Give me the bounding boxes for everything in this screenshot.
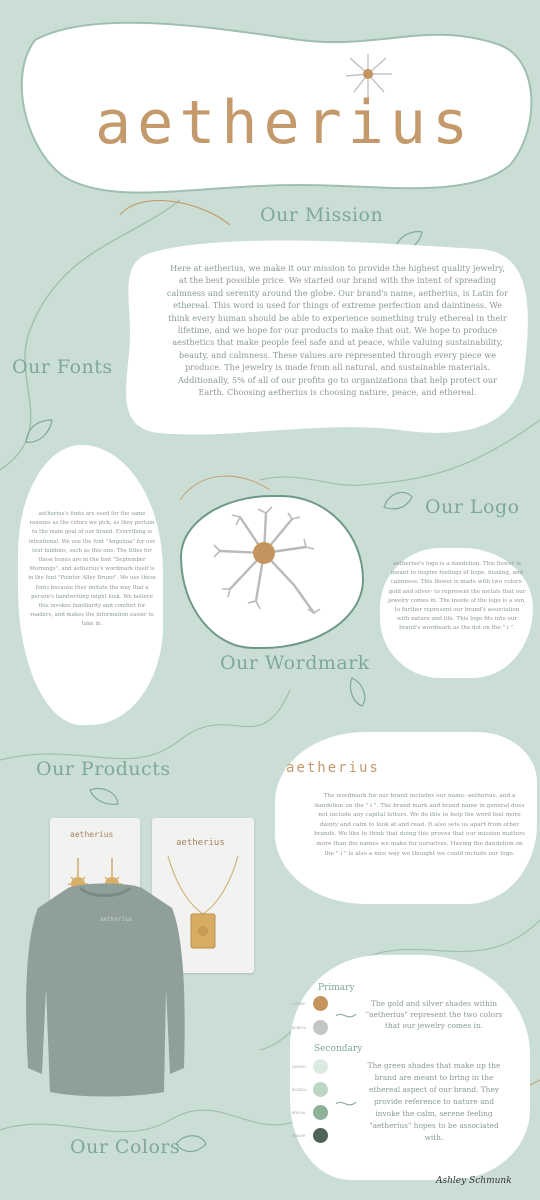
wordmark-heading: Our Wordmark xyxy=(220,652,370,674)
leaf-icon xyxy=(86,782,122,814)
secondary-code-3: 8FB19A xyxy=(292,1111,306,1115)
secondary-swatch-3 xyxy=(313,1105,328,1120)
leaf-icon xyxy=(346,674,370,714)
secondary-swatch-2 xyxy=(313,1082,328,1097)
mission-text: Here at aetherius, we make it our mission to provide the highest quality jewelry, at the best possible price. We started our brand with the intent of spreading calmness and serenity around the globe. Our brand's name, aetherius, is Latin for ethereal. This word is used for things of extreme perfection and daintiness. We think every human should be able to experience something truly ethereal in their lifetime, and we hope for our products to make that out. We hope to produce aesthetics that make people feel safe and at peace, while valuing sustainability, beauty, and calmness. These values are represented through every piece we produce. The jewelry is made from all natural, and sustainable materials. Additionally, 5% of all of our profits go to organizations that help protect our Earth. Choosing aetherius is choosing nature, peace, and ethereal. xyxy=(166,263,509,398)
mission-heading: Our Mission xyxy=(260,204,384,226)
secondary-swatch-1 xyxy=(313,1059,328,1074)
primary-text: The gold and silver shades within "aetherius" represent the two colors that our jewelry comes in. xyxy=(365,999,503,1030)
wordmark-sample: aetherius xyxy=(286,760,380,776)
secondary-code-2: BCD8C4 xyxy=(292,1088,307,1092)
secondary-code-1: DCEBE1 xyxy=(292,1065,307,1069)
wordmark-text: The wordmark for our brand includes our name- aetherius, and a dandelion on the " i ". The brand mark and brand name in general does not include any capital letters. We do this to help the word feel more dainty and calm to look at and read. It also sets us apart from other brands. We like to think that doing this proves that our mission matters more than the names we make for ourselves. Having the dandelion on the " i " is also a nice way we thought we could include our logo. xyxy=(314,793,525,857)
signature: Ashley Schmunk xyxy=(436,1176,512,1186)
primary-code-gold: C4945F xyxy=(292,1002,306,1006)
colors-heading: Our Colors xyxy=(70,1136,181,1158)
earring-card-brand: aetherius xyxy=(70,830,114,839)
secondary-label: Secondary xyxy=(314,1044,363,1054)
connector-squiggles xyxy=(334,1008,364,1118)
secondary-text: The green shades that make up the brand are meant to bring in the ethereal aspect of our brand. They provide reference to nature and invoke the calm, serene feeling "aetherius" hopes to be associated with. xyxy=(367,1061,501,1142)
primary-swatch-gold xyxy=(313,996,328,1011)
logo-text: aetherius's logo is a dandelion. This flower is meant to inspire feelings of hope, healing, and calmness. This flower is made with two colors- gold and silver- to represent the metals that our jewelry comes in. The inside of the logo is a sun, to further represent our brand's association with nature and life. This logo fits into our brand's wordmark as the dot on the " i ". xyxy=(388,561,526,632)
necklace-card-brand: aetherius xyxy=(176,838,225,848)
primary-label: Primary xyxy=(318,983,355,993)
leaf-icon xyxy=(22,416,56,450)
sweatshirt-image xyxy=(20,878,190,1103)
logo-dandelion-icon xyxy=(210,505,330,625)
products-heading: Our Products xyxy=(36,758,171,780)
leaf-icon xyxy=(380,487,416,517)
logo-heading: Our Logo xyxy=(425,496,520,518)
secondary-swatch-4 xyxy=(313,1128,328,1143)
primary-swatch-silver xyxy=(313,1020,328,1035)
fonts-text: aetherius's fonts are used for the same reasons as the colors we pick, as they pertain to the main goal of our brand. Everything is intentional. We use the font "Angelina" for our text bubbles, such as this one. The titles for these boxes are in the font "September Mornings", and aetherius's wordmark itself is in the font "Pointer Alley Bruno". We use these fonts because they imitate the way that a person's handwriting might look. We believe this invokes familiarity and comfort for readers, and makes the information easier to take in. xyxy=(28,511,156,628)
fonts-heading: Our Fonts xyxy=(12,356,113,378)
brand-wordmark: aetherius xyxy=(95,88,475,158)
sweatshirt-print: aetherius xyxy=(100,916,133,923)
primary-code-silver: BCBEC0 xyxy=(292,1026,307,1030)
secondary-code-4: 4F6459 xyxy=(292,1134,306,1138)
leaf-icon xyxy=(172,1130,210,1160)
